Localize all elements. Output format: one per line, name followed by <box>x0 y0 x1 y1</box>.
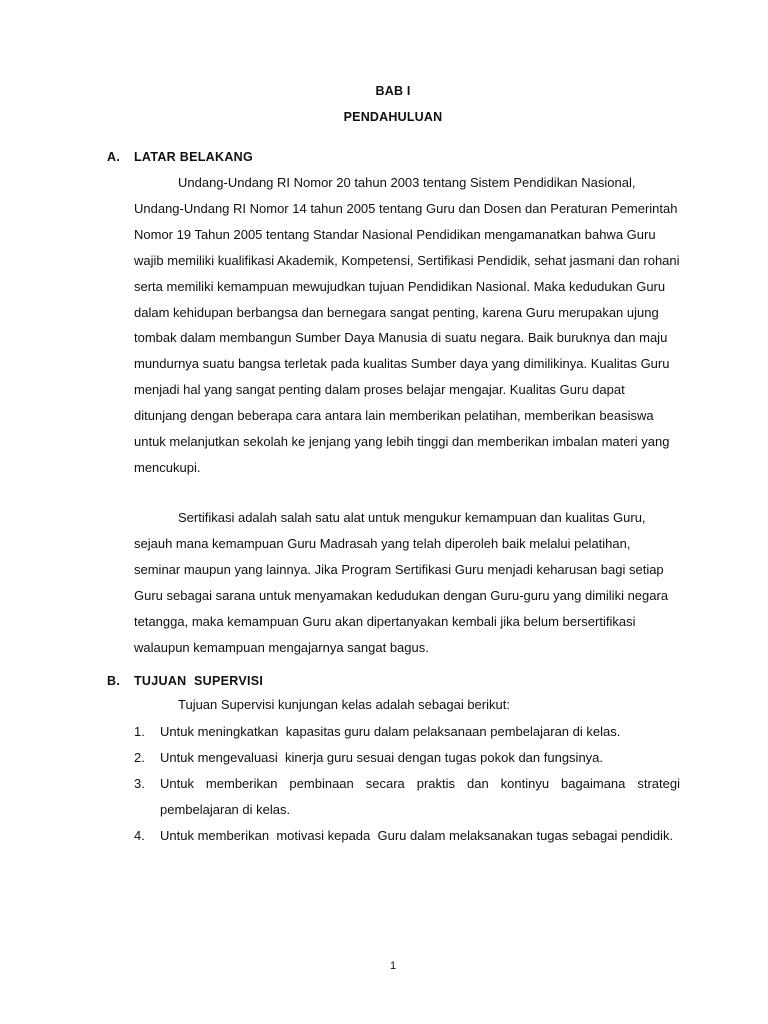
section-a-heading <box>107 150 253 164</box>
section-b-letter: B. <box>107 674 121 688</box>
section-b-heading <box>107 674 263 688</box>
list-item-number: 2. <box>134 750 145 765</box>
list-item <box>134 823 680 875</box>
list-item-number: 3. <box>134 776 145 791</box>
section-a-letter: A. <box>107 150 121 164</box>
list-item-number: 1. <box>134 724 145 739</box>
list-item-text: Untuk memberikan pembinaan secara praktis dan kontinyu bagaimana strategi pembelajaran di kelas. <box>160 776 680 817</box>
chapter-number: BAB I <box>375 84 411 98</box>
list-item-number: 4. <box>134 828 145 843</box>
section-b-title: TUJUAN SUPERVISI <box>134 674 264 688</box>
list-item-text: Untuk mengevaluasi kinerja guru sesuai dengan tugas pokok dan fungsinya. <box>160 750 604 765</box>
paragraph-1-text: Undang-Undang RI Nomor 20 tahun 2003 tentang Sistem Pendidikan Nasional, Undang-Undang RI Nomor 14 tahun 2005 tentang Guru dan Dosen dan Peraturan Pemerintah Nomor 19 Tahun 2005 tentang Standar Nasional Pendidikan mengamanatkan bahwa Guru wajib memiliki kualifikasi Akademik, Kompetensi, Sertifikasi Pendidik, sehat jasmani dan rohani serta memiliki kemampuan mewujudkan tujuan Pendidikan Nasional. Maka kedudukan Guru dalam kehidupan berbangsa dan bernegara sangat penting, karena Guru merupakan ujung tombak dalam membangun Sumber Daya Manusia di suatu negara. Baik buruknya dan maju mundurnya suatu bangsa terletak pada kualitas Sumber daya yang dimilikinya. Kualitas Guru menjadi hal yang sangat penting dalam proses belajar mengajar. Kualitas Guru dapat ditunjang dengan beberapa cara antara lain memberikan pelatihan, memberikan beasiswa untuk melanjutkan sekolah ke jenjang yang lebih tinggi dan memberikan imbalan materi yang mencukupi. <box>134 175 680 475</box>
list-item-text: Untuk memberikan motivasi kepada Guru dalam melaksanakan tugas sebagai pendidik. <box>160 828 674 843</box>
list-item <box>134 771 680 823</box>
list-item <box>134 745 680 771</box>
paragraph-2-text: Sertifikasi adalah salah satu alat untuk mengukur kemampuan dan kualitas Guru, sejauh mana kemampuan Guru Madrasah yang telah diperoleh baik melalui pelatihan, seminar maupun yang lainnya. Jika Program Sertifikasi Guru menjadi keharusan bagi setiap Guru sebagai sarana untuk menyamakan kedudukan dengan Guru-guru yang dimiliki negara tetangga, maka kemampuan Guru akan dipertanyakan kembali jika belum bersertifikasi walaupun kemampuan mengajarnya sangat bagus. <box>134 510 669 655</box>
paragraph-1 <box>134 170 680 481</box>
list-item <box>134 719 680 745</box>
paragraph-2 <box>134 505 680 660</box>
list-item-text: Untuk meningkatkan kapasitas guru dalam pelaksanaan pembelajaran di kelas. <box>160 724 621 739</box>
page-number: 1 <box>389 960 397 972</box>
chapter-title: PENDAHULUAN <box>343 110 443 124</box>
section-b-intro: Tujuan Supervisi kunjungan kelas adalah sebagai berikut: <box>178 697 510 712</box>
section-a-title: LATAR BELAKANG <box>134 150 254 164</box>
